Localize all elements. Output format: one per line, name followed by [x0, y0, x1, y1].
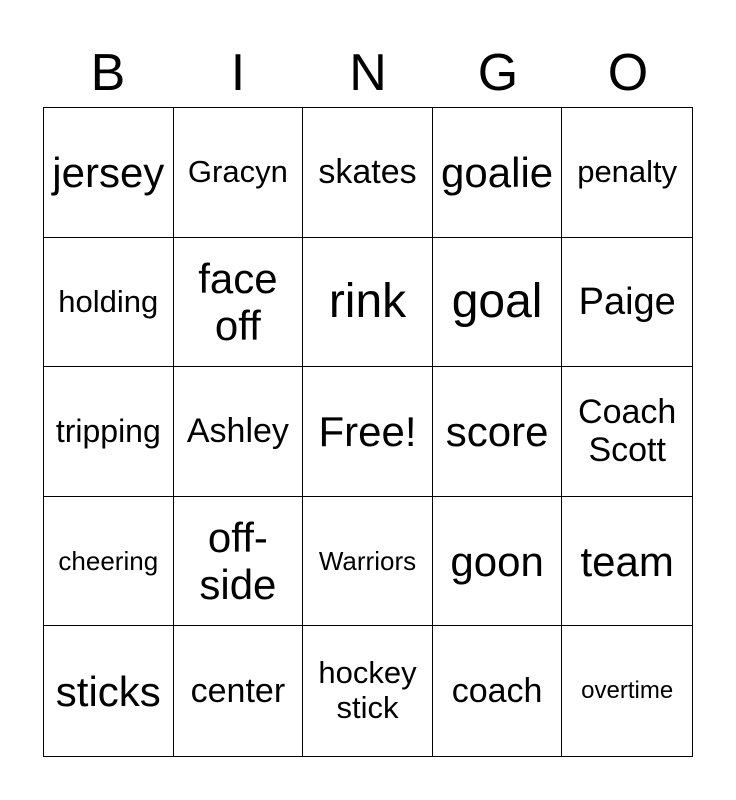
cell-label: center — [190, 672, 286, 711]
bingo-cell[interactable] — [433, 626, 563, 756]
cell-label: tripping — [55, 412, 161, 449]
bingo-cell[interactable] — [174, 238, 304, 368]
bingo-cell[interactable] — [174, 626, 304, 756]
bingo-cell[interactable] — [433, 108, 563, 238]
bingo-cell[interactable] — [174, 367, 304, 497]
header-letter-i: I — [230, 44, 246, 102]
bingo-cell[interactable] — [44, 108, 174, 238]
bingo-cell[interactable] — [303, 626, 433, 756]
cell-label: hockey stick — [318, 655, 417, 726]
header-letter-b: B — [90, 44, 126, 102]
bingo-cell[interactable] — [303, 238, 433, 368]
bingo-cell[interactable] — [44, 367, 174, 497]
cell-label: goal — [451, 275, 543, 329]
bingo-cell[interactable] — [562, 497, 692, 627]
bingo-cell[interactable] — [433, 497, 563, 627]
cell-label: face off — [198, 254, 278, 349]
bingo-cell[interactable] — [562, 238, 692, 368]
bingo-cell[interactable] — [174, 108, 304, 238]
bingo-cell[interactable] — [174, 497, 304, 627]
cell-label: rink — [328, 275, 407, 329]
cell-label: score — [445, 407, 549, 455]
header-letter-o: O — [607, 44, 649, 102]
cell-label: off- side — [199, 514, 277, 609]
cell-label: overtime — [581, 676, 674, 704]
cell-label: jersey — [52, 148, 165, 196]
cell-label: skates — [318, 153, 417, 192]
bingo-cell[interactable] — [562, 626, 692, 756]
bingo-cell[interactable] — [44, 238, 174, 368]
cell-label: Paige — [578, 280, 676, 323]
free-space[interactable] — [303, 367, 433, 497]
cell-label: goalie — [441, 148, 554, 196]
cell-label: team — [580, 537, 674, 585]
bingo-cell[interactable] — [303, 108, 433, 238]
bingo-cell[interactable] — [303, 497, 433, 627]
bingo-cell[interactable] — [44, 497, 174, 627]
bingo-cell[interactable] — [433, 238, 563, 368]
cell-label: Gracyn — [187, 153, 288, 189]
cell-label: coach — [451, 672, 543, 711]
cell-label: holding — [58, 283, 159, 319]
bingo-cell[interactable] — [433, 367, 563, 497]
cell-label: goon — [450, 537, 544, 585]
bingo-board — [43, 107, 693, 757]
header-letter-g: G — [477, 44, 519, 102]
bingo-cell[interactable] — [44, 626, 174, 756]
cell-label: Warriors — [318, 545, 417, 576]
cell-label: Coach Scott — [578, 393, 677, 470]
cell-label: cheering — [58, 545, 159, 576]
bingo-header — [43, 40, 693, 106]
cell-label: Ashley — [186, 412, 289, 451]
bingo-cell[interactable] — [562, 108, 692, 238]
bingo-cell[interactable] — [562, 367, 692, 497]
cell-label: Free! — [318, 407, 417, 455]
cell-label: penalty — [577, 153, 678, 189]
cell-label: sticks — [55, 667, 161, 715]
header-letter-n: N — [349, 44, 387, 102]
